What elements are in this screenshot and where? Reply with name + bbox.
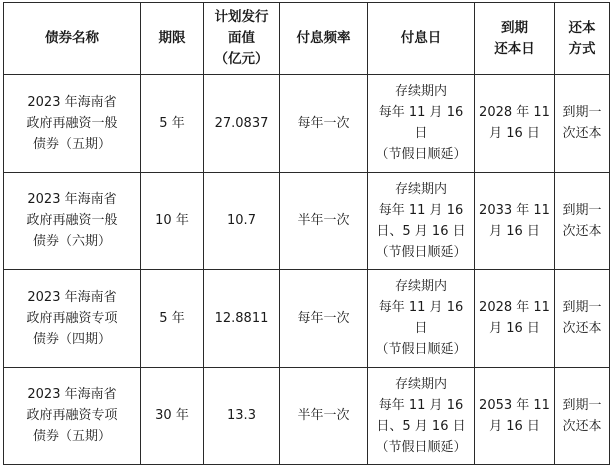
cell-maturity-date: 2028 年 11 月 16 日	[475, 270, 555, 368]
cell-amount: 12.8811	[204, 270, 280, 368]
table-row	[4, 270, 610, 368]
cell-payment-date: 存续期内 每年 11 月 16 日、5 月 16 日 （节假日顺延）	[368, 172, 475, 270]
cell-bond-name: 2023 年海南省 政府再融资专项 债券（五期）	[4, 367, 141, 465]
cell-term: 30 年	[141, 367, 204, 465]
header-repayment: 还本 方式	[555, 3, 610, 75]
cell-frequency: 半年一次	[280, 367, 368, 465]
cell-payment-date: 存续期内 每年 11 月 16 日 （节假日顺延）	[368, 75, 475, 173]
cell-repayment: 到期一 次还本	[555, 75, 610, 173]
cell-bond-name: 2023 年海南省 政府再融资一般 债券（六期）	[4, 172, 141, 270]
table-row	[4, 75, 610, 173]
cell-amount: 27.0837	[204, 75, 280, 173]
header-maturity-date: 到期 还本日	[475, 3, 555, 75]
cell-bond-name: 2023 年海南省 政府再融资专项 债券（四期）	[4, 270, 141, 368]
header-frequency: 付息频率	[280, 3, 368, 75]
header-bond-name: 债券名称	[4, 3, 141, 75]
header-term: 期限	[141, 3, 204, 75]
cell-term: 5 年	[141, 270, 204, 368]
cell-payment-date: 存续期内 每年 11 月 16 日 （节假日顺延）	[368, 270, 475, 368]
cell-term: 10 年	[141, 172, 204, 270]
cell-frequency: 半年一次	[280, 172, 368, 270]
cell-maturity-date: 2033 年 11 月 16 日	[475, 172, 555, 270]
cell-frequency: 每年一次	[280, 75, 368, 173]
table-row	[4, 367, 610, 465]
bond-table	[3, 2, 610, 465]
header-amount: 计划发行 面值 （亿元）	[204, 3, 280, 75]
cell-repayment: 到期一 次还本	[555, 367, 610, 465]
cell-maturity-date: 2053 年 11 月 16 日	[475, 367, 555, 465]
cell-repayment: 到期一 次还本	[555, 270, 610, 368]
cell-payment-date: 存续期内 每年 11 月 16 日、5 月 16 日 （节假日顺延）	[368, 367, 475, 465]
cell-bond-name: 2023 年海南省 政府再融资一般 债券（五期）	[4, 75, 141, 173]
cell-amount: 10.7	[204, 172, 280, 270]
table-header-row	[4, 3, 610, 75]
cell-amount: 13.3	[204, 367, 280, 465]
cell-repayment: 到期一 次还本	[555, 172, 610, 270]
header-payment-date: 付息日	[368, 3, 475, 75]
cell-frequency: 每年一次	[280, 270, 368, 368]
table-row	[4, 172, 610, 270]
cell-maturity-date: 2028 年 11 月 16 日	[475, 75, 555, 173]
cell-term: 5 年	[141, 75, 204, 173]
